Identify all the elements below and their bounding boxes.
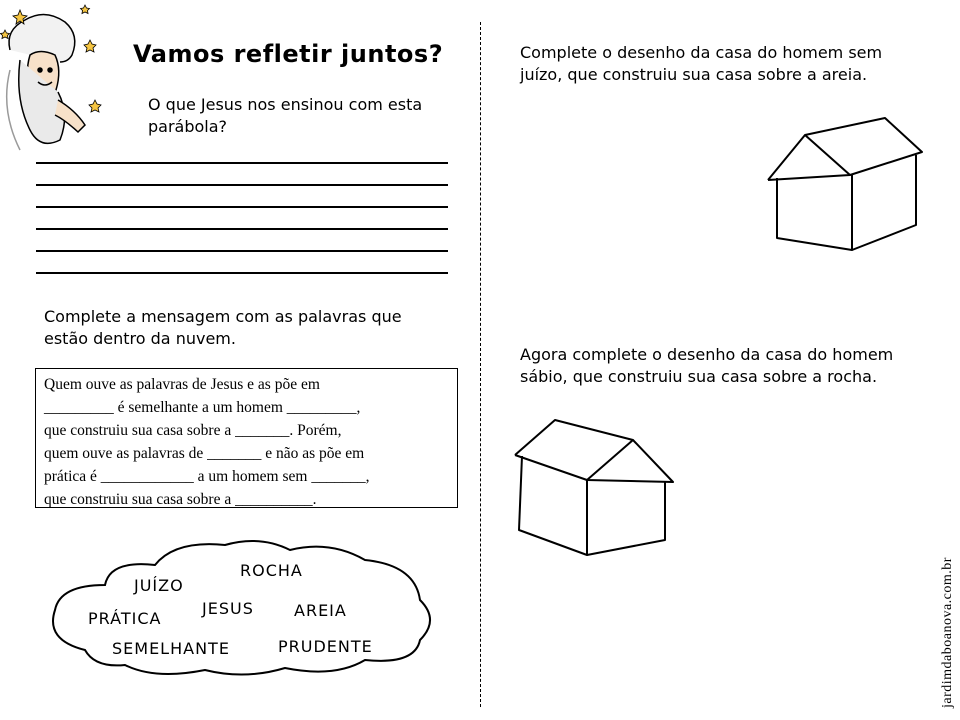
reflection-question: O que Jesus nos ensinou com esta parábola?: [148, 95, 423, 136]
answer-line: [36, 272, 448, 274]
cloud-word-pratica: PRÁTICA: [88, 609, 162, 628]
message-line: _________ é semelhante a um homem _________,: [44, 399, 361, 416]
message-box: [35, 368, 458, 508]
page-title: Vamos refletir juntos?: [133, 40, 444, 68]
cloud-word-semelhante: SEMELHANTE: [112, 639, 230, 658]
sand-house-instruction: Complete o desenho da casa do homem sem juízo, que construiu sua casa sobre a areia.: [520, 43, 883, 84]
answer-line: [36, 228, 448, 230]
answer-line: [36, 162, 448, 164]
message-line: que construiu sua casa sobre a _______. Porém,: [44, 422, 342, 439]
answer-line: [36, 250, 448, 252]
house-outline-icon: [760, 110, 930, 260]
jesus-clipart-icon: [0, 0, 110, 165]
message-line: prática é ____________ a um homem sem _______,: [44, 468, 370, 485]
rock-house-instruction: Agora complete o desenho da casa do homem sábio, que construiu sua casa sobre a rocha.: [520, 345, 894, 386]
cloud-word-juizo: JUÍZO: [134, 576, 184, 595]
message-line: que construiu sua casa sobre a __________.: [44, 491, 317, 508]
cloud-word-prudente: PRUDENTE: [278, 637, 373, 656]
page-divider: [480, 22, 481, 707]
answer-line: [36, 184, 448, 186]
cloud-word-areia: AREIA: [294, 601, 347, 620]
house-outline-icon: [505, 410, 685, 565]
message-line: Quem ouve as palavras de Jesus e as põe em: [44, 376, 320, 393]
answer-lines: [36, 162, 448, 294]
answer-line: [36, 206, 448, 208]
website-credit: jardimdaboanova.com.br: [940, 557, 955, 708]
cloud-word-rocha: ROCHA: [240, 561, 303, 580]
complete-message-instruction: Complete a mensagem com as palavras que estão dentro da nuvem.: [44, 307, 402, 348]
cloud-word-jesus: JESUS: [202, 599, 254, 618]
message-line: quem ouve as palavras de _______ e não as põe em: [44, 445, 365, 462]
